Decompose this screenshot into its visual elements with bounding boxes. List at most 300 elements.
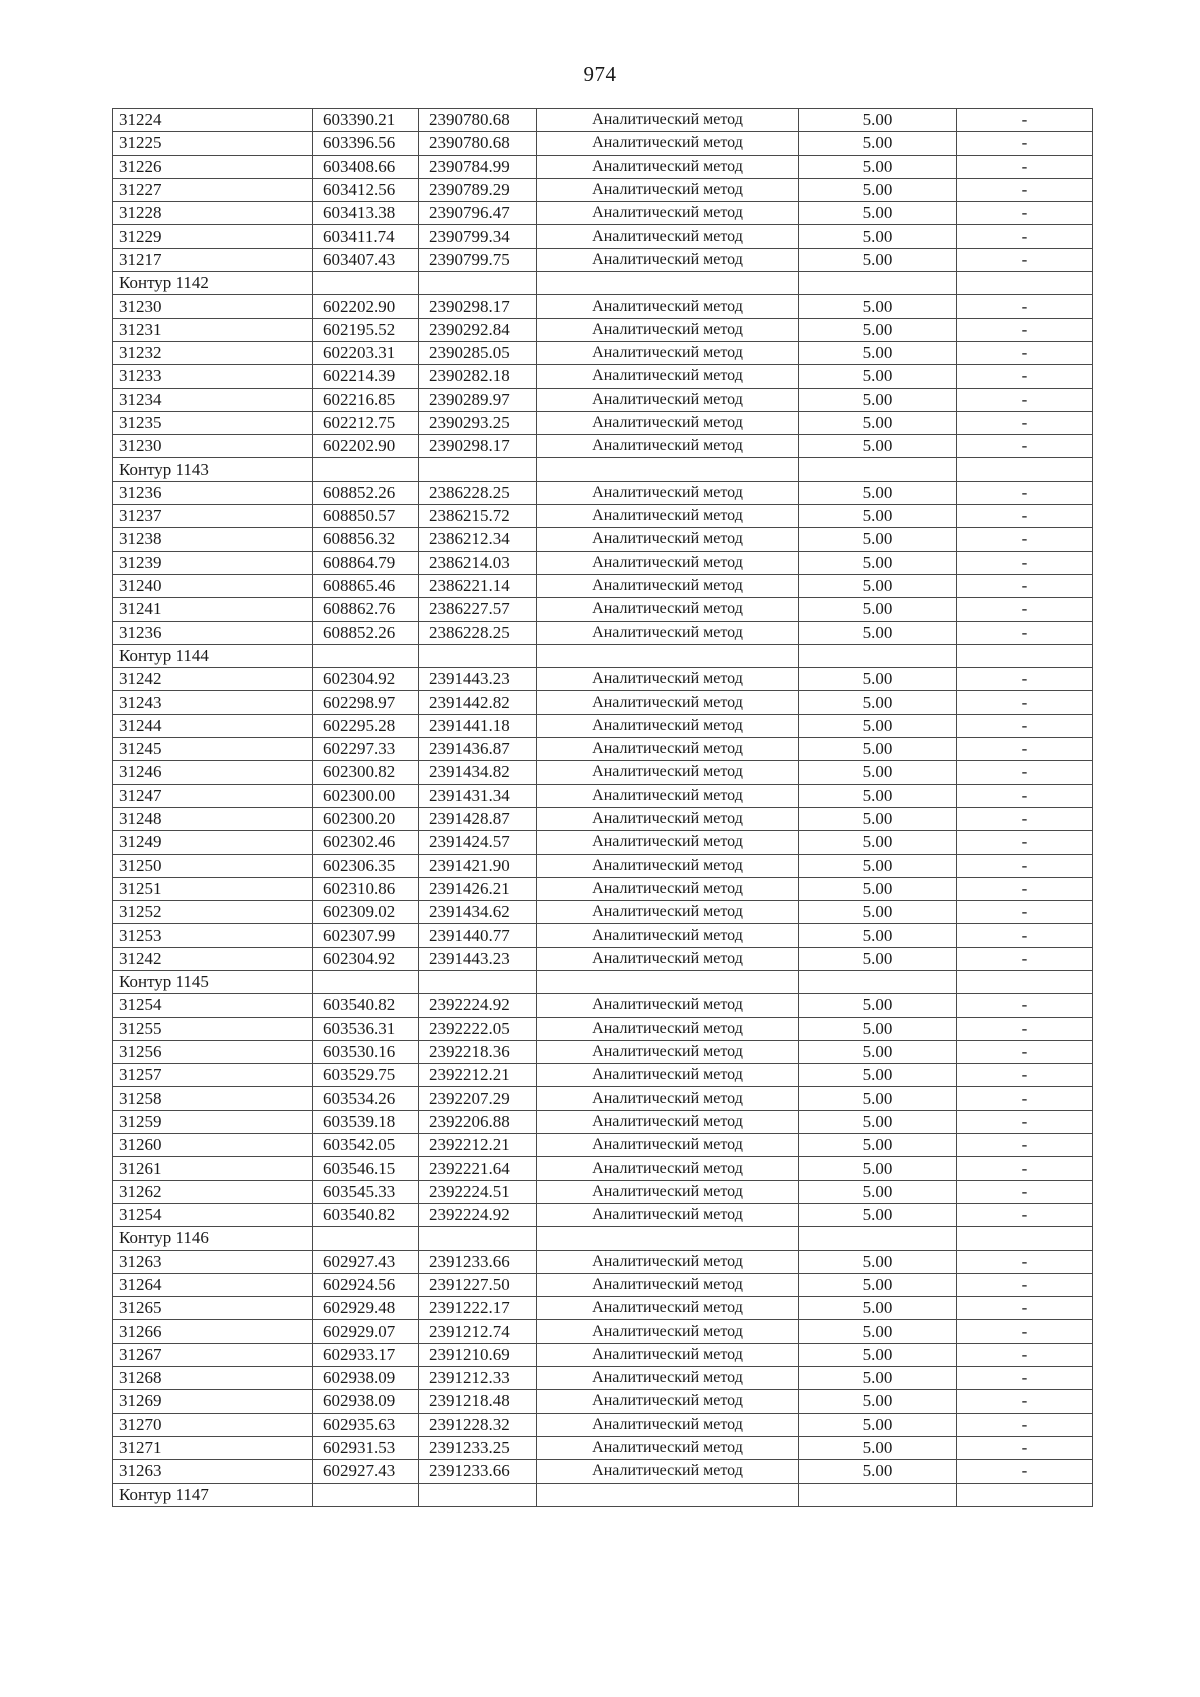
dash-cell: - xyxy=(957,388,1093,411)
table-row xyxy=(113,1157,1093,1180)
accuracy-cell: 5.00 xyxy=(799,761,957,784)
table-row xyxy=(113,947,1093,970)
method-cell: Аналитический метод xyxy=(537,1436,799,1459)
x-coordinate-cell: 603542.05 xyxy=(313,1134,419,1157)
x-coordinate-cell: 602202.90 xyxy=(313,435,419,458)
y-coordinate-cell: 2392224.92 xyxy=(419,1203,537,1226)
table-row xyxy=(113,481,1093,504)
point-id-cell: 31236 xyxy=(113,621,313,644)
y-coordinate-cell: 2386221.14 xyxy=(419,574,537,597)
x-coordinate-cell: 602931.53 xyxy=(313,1436,419,1459)
point-id-cell: 31240 xyxy=(113,574,313,597)
dash-cell: - xyxy=(957,1413,1093,1436)
point-id-cell: 31241 xyxy=(113,598,313,621)
table-row xyxy=(113,1040,1093,1063)
table-row xyxy=(113,1297,1093,1320)
accuracy-cell: 5.00 xyxy=(799,1157,957,1180)
x-coordinate-cell: 603529.75 xyxy=(313,1064,419,1087)
accuracy-cell: 5.00 xyxy=(799,574,957,597)
table-row xyxy=(113,1110,1093,1133)
y-coordinate-cell: 2391440.77 xyxy=(419,924,537,947)
point-id-cell: 31257 xyxy=(113,1064,313,1087)
table-row xyxy=(113,574,1093,597)
accuracy-cell: 5.00 xyxy=(799,388,957,411)
dash-cell: - xyxy=(957,807,1093,830)
method-cell: Аналитический метод xyxy=(537,1134,799,1157)
table-row xyxy=(113,1087,1093,1110)
y-coordinate-cell: 2391212.74 xyxy=(419,1320,537,1343)
point-id-cell: 31263 xyxy=(113,1250,313,1273)
empty-cell xyxy=(957,272,1093,295)
y-coordinate-cell: 2390289.97 xyxy=(419,388,537,411)
y-coordinate-cell: 2386228.25 xyxy=(419,621,537,644)
y-coordinate-cell: 2392218.36 xyxy=(419,1040,537,1063)
y-coordinate-cell: 2386214.03 xyxy=(419,551,537,574)
y-coordinate-cell: 2390780.68 xyxy=(419,109,537,132)
empty-cell xyxy=(537,644,799,667)
y-coordinate-cell: 2392212.21 xyxy=(419,1134,537,1157)
table-row xyxy=(113,411,1093,434)
table-row xyxy=(113,901,1093,924)
table-row xyxy=(113,598,1093,621)
accuracy-cell: 5.00 xyxy=(799,1460,957,1483)
point-id-cell: 31227 xyxy=(113,178,313,201)
table-row xyxy=(113,318,1093,341)
accuracy-cell: 5.00 xyxy=(799,295,957,318)
table-row xyxy=(113,668,1093,691)
accuracy-cell: 5.00 xyxy=(799,994,957,1017)
y-coordinate-cell: 2386227.57 xyxy=(419,598,537,621)
table-row xyxy=(113,1180,1093,1203)
dash-cell: - xyxy=(957,295,1093,318)
point-id-cell: 31247 xyxy=(113,784,313,807)
table-row xyxy=(113,295,1093,318)
method-cell: Аналитический метод xyxy=(537,248,799,271)
y-coordinate-cell: 2392207.29 xyxy=(419,1087,537,1110)
method-cell: Аналитический метод xyxy=(537,668,799,691)
accuracy-cell: 5.00 xyxy=(799,132,957,155)
accuracy-cell: 5.00 xyxy=(799,1413,957,1436)
method-cell: Аналитический метод xyxy=(537,109,799,132)
x-coordinate-cell: 602300.82 xyxy=(313,761,419,784)
point-id-cell: 31226 xyxy=(113,155,313,178)
point-id-cell: 31248 xyxy=(113,807,313,830)
table-row xyxy=(113,784,1093,807)
point-id-cell: 31231 xyxy=(113,318,313,341)
table-row xyxy=(113,738,1093,761)
y-coordinate-cell: 2391424.57 xyxy=(419,831,537,854)
dash-cell: - xyxy=(957,318,1093,341)
x-coordinate-cell: 602302.46 xyxy=(313,831,419,854)
x-coordinate-cell: 602195.52 xyxy=(313,318,419,341)
y-coordinate-cell: 2391421.90 xyxy=(419,854,537,877)
accuracy-cell: 5.00 xyxy=(799,877,957,900)
accuracy-cell: 5.00 xyxy=(799,248,957,271)
method-cell: Аналитический метод xyxy=(537,574,799,597)
point-id-cell: 31265 xyxy=(113,1297,313,1320)
table-row xyxy=(113,109,1093,132)
x-coordinate-cell: 602202.90 xyxy=(313,295,419,318)
x-coordinate-cell: 602300.20 xyxy=(313,807,419,830)
table-row xyxy=(113,994,1093,1017)
table-row xyxy=(113,551,1093,574)
dash-cell: - xyxy=(957,947,1093,970)
table-row xyxy=(113,877,1093,900)
table-row xyxy=(113,435,1093,458)
method-cell: Аналитический метод xyxy=(537,761,799,784)
dash-cell: - xyxy=(957,598,1093,621)
x-coordinate-cell: 603411.74 xyxy=(313,225,419,248)
dash-cell: - xyxy=(957,574,1093,597)
accuracy-cell: 5.00 xyxy=(799,1390,957,1413)
x-coordinate-cell: 608856.32 xyxy=(313,528,419,551)
table-row xyxy=(113,505,1093,528)
table-row xyxy=(113,1413,1093,1436)
x-coordinate-cell: 602203.31 xyxy=(313,341,419,364)
accuracy-cell: 5.00 xyxy=(799,831,957,854)
accuracy-cell: 5.00 xyxy=(799,854,957,877)
x-coordinate-cell: 603545.33 xyxy=(313,1180,419,1203)
y-coordinate-cell: 2390292.84 xyxy=(419,318,537,341)
accuracy-cell: 5.00 xyxy=(799,528,957,551)
y-coordinate-cell: 2391212.33 xyxy=(419,1367,537,1390)
accuracy-cell: 5.00 xyxy=(799,1320,957,1343)
table-row xyxy=(113,831,1093,854)
point-id-cell: 31263 xyxy=(113,1460,313,1483)
table-row xyxy=(113,132,1093,155)
y-coordinate-cell: 2392222.05 xyxy=(419,1017,537,1040)
y-coordinate-cell: 2390799.34 xyxy=(419,225,537,248)
x-coordinate-cell: 608864.79 xyxy=(313,551,419,574)
method-cell: Аналитический метод xyxy=(537,1297,799,1320)
accuracy-cell: 5.00 xyxy=(799,435,957,458)
method-cell: Аналитический метод xyxy=(537,1413,799,1436)
method-cell: Аналитический метод xyxy=(537,807,799,830)
point-id-cell: 31239 xyxy=(113,551,313,574)
method-cell: Аналитический метод xyxy=(537,621,799,644)
point-id-cell: 31230 xyxy=(113,435,313,458)
dash-cell: - xyxy=(957,1064,1093,1087)
dash-cell: - xyxy=(957,411,1093,434)
method-cell: Аналитический метод xyxy=(537,924,799,947)
table-row xyxy=(113,341,1093,364)
x-coordinate-cell: 602212.75 xyxy=(313,411,419,434)
empty-cell xyxy=(419,458,537,481)
dash-cell: - xyxy=(957,1250,1093,1273)
method-cell: Аналитический метод xyxy=(537,1180,799,1203)
y-coordinate-cell: 2390282.18 xyxy=(419,365,537,388)
dash-cell: - xyxy=(957,1390,1093,1413)
accuracy-cell: 5.00 xyxy=(799,1040,957,1063)
contour-header-row xyxy=(113,458,1093,481)
dash-cell: - xyxy=(957,505,1093,528)
accuracy-cell: 5.00 xyxy=(799,1436,957,1459)
method-cell: Аналитический метод xyxy=(537,435,799,458)
table-row xyxy=(113,388,1093,411)
table-row xyxy=(113,1343,1093,1366)
y-coordinate-cell: 2386228.25 xyxy=(419,481,537,504)
method-cell: Аналитический метод xyxy=(537,1250,799,1273)
dash-cell: - xyxy=(957,202,1093,225)
accuracy-cell: 5.00 xyxy=(799,738,957,761)
dash-cell: - xyxy=(957,994,1093,1017)
x-coordinate-cell: 608852.26 xyxy=(313,481,419,504)
table-row xyxy=(113,1390,1093,1413)
method-cell: Аналитический метод xyxy=(537,388,799,411)
dash-cell: - xyxy=(957,551,1093,574)
accuracy-cell: 5.00 xyxy=(799,1134,957,1157)
method-cell: Аналитический метод xyxy=(537,901,799,924)
table-row xyxy=(113,714,1093,737)
point-id-cell: 31242 xyxy=(113,668,313,691)
method-cell: Аналитический метод xyxy=(537,132,799,155)
table-row xyxy=(113,854,1093,877)
table-row xyxy=(113,807,1093,830)
x-coordinate-cell: 603546.15 xyxy=(313,1157,419,1180)
point-id-cell: 31235 xyxy=(113,411,313,434)
x-coordinate-cell: 603540.82 xyxy=(313,1203,419,1226)
table-row xyxy=(113,1017,1093,1040)
empty-cell xyxy=(799,272,957,295)
contour-label: Контур 1146 xyxy=(113,1227,313,1250)
y-coordinate-cell: 2386215.72 xyxy=(419,505,537,528)
point-id-cell: 31254 xyxy=(113,1203,313,1226)
y-coordinate-cell: 2390799.75 xyxy=(419,248,537,271)
point-id-cell: 31250 xyxy=(113,854,313,877)
x-coordinate-cell: 602935.63 xyxy=(313,1413,419,1436)
x-coordinate-cell: 602297.33 xyxy=(313,738,419,761)
x-coordinate-cell: 602214.39 xyxy=(313,365,419,388)
accuracy-cell: 5.00 xyxy=(799,225,957,248)
x-coordinate-cell: 602304.92 xyxy=(313,947,419,970)
x-coordinate-cell: 608850.57 xyxy=(313,505,419,528)
accuracy-cell: 5.00 xyxy=(799,1297,957,1320)
y-coordinate-cell: 2392212.21 xyxy=(419,1064,537,1087)
x-coordinate-cell: 603407.43 xyxy=(313,248,419,271)
dash-cell: - xyxy=(957,831,1093,854)
table-row xyxy=(113,365,1093,388)
y-coordinate-cell: 2390784.99 xyxy=(419,155,537,178)
accuracy-cell: 5.00 xyxy=(799,1250,957,1273)
x-coordinate-cell: 602295.28 xyxy=(313,714,419,737)
y-coordinate-cell: 2391431.34 xyxy=(419,784,537,807)
accuracy-cell: 5.00 xyxy=(799,341,957,364)
dash-cell: - xyxy=(957,109,1093,132)
x-coordinate-cell: 603540.82 xyxy=(313,994,419,1017)
accuracy-cell: 5.00 xyxy=(799,1273,957,1296)
dash-cell: - xyxy=(957,132,1093,155)
dash-cell: - xyxy=(957,1297,1093,1320)
method-cell: Аналитический метод xyxy=(537,1017,799,1040)
accuracy-cell: 5.00 xyxy=(799,807,957,830)
dash-cell: - xyxy=(957,854,1093,877)
method-cell: Аналитический метод xyxy=(537,481,799,504)
x-coordinate-cell: 602307.99 xyxy=(313,924,419,947)
y-coordinate-cell: 2390293.25 xyxy=(419,411,537,434)
x-coordinate-cell: 603412.56 xyxy=(313,178,419,201)
contour-header-row xyxy=(113,272,1093,295)
contour-header-row xyxy=(113,970,1093,993)
dash-cell: - xyxy=(957,924,1093,947)
x-coordinate-cell: 603408.66 xyxy=(313,155,419,178)
dash-cell: - xyxy=(957,1180,1093,1203)
table-row xyxy=(113,1460,1093,1483)
method-cell: Аналитический метод xyxy=(537,738,799,761)
table-row xyxy=(113,248,1093,271)
method-cell: Аналитический метод xyxy=(537,505,799,528)
y-coordinate-cell: 2391210.69 xyxy=(419,1343,537,1366)
method-cell: Аналитический метод xyxy=(537,411,799,434)
dash-cell: - xyxy=(957,528,1093,551)
dash-cell: - xyxy=(957,1320,1093,1343)
method-cell: Аналитический метод xyxy=(537,784,799,807)
method-cell: Аналитический метод xyxy=(537,714,799,737)
y-coordinate-cell: 2391218.48 xyxy=(419,1390,537,1413)
x-coordinate-cell: 603413.38 xyxy=(313,202,419,225)
point-id-cell: 31259 xyxy=(113,1110,313,1133)
dash-cell: - xyxy=(957,1367,1093,1390)
table-row xyxy=(113,1367,1093,1390)
y-coordinate-cell: 2391222.17 xyxy=(419,1297,537,1320)
table-row xyxy=(113,761,1093,784)
point-id-cell: 31245 xyxy=(113,738,313,761)
point-id-cell: 31217 xyxy=(113,248,313,271)
empty-cell xyxy=(957,458,1093,481)
method-cell: Аналитический метод xyxy=(537,1460,799,1483)
accuracy-cell: 5.00 xyxy=(799,481,957,504)
y-coordinate-cell: 2391428.87 xyxy=(419,807,537,830)
page-number: 974 xyxy=(583,62,617,86)
accuracy-cell: 5.00 xyxy=(799,1110,957,1133)
empty-cell xyxy=(419,970,537,993)
accuracy-cell: 5.00 xyxy=(799,947,957,970)
y-coordinate-cell: 2392224.92 xyxy=(419,994,537,1017)
accuracy-cell: 5.00 xyxy=(799,784,957,807)
table-row xyxy=(113,1320,1093,1343)
coordinates-table-container xyxy=(112,108,1092,1507)
dash-cell: - xyxy=(957,1087,1093,1110)
accuracy-cell: 5.00 xyxy=(799,691,957,714)
y-coordinate-cell: 2386212.34 xyxy=(419,528,537,551)
point-id-cell: 31242 xyxy=(113,947,313,970)
method-cell: Аналитический метод xyxy=(537,877,799,900)
accuracy-cell: 5.00 xyxy=(799,109,957,132)
table-row xyxy=(113,528,1093,551)
point-id-cell: 31253 xyxy=(113,924,313,947)
point-id-cell: 31267 xyxy=(113,1343,313,1366)
dash-cell: - xyxy=(957,1110,1093,1133)
contour-label: Контур 1147 xyxy=(113,1483,313,1506)
accuracy-cell: 5.00 xyxy=(799,202,957,225)
accuracy-cell: 5.00 xyxy=(799,668,957,691)
y-coordinate-cell: 2390298.17 xyxy=(419,295,537,318)
y-coordinate-cell: 2390796.47 xyxy=(419,202,537,225)
x-coordinate-cell: 602298.97 xyxy=(313,691,419,714)
y-coordinate-cell: 2391426.21 xyxy=(419,877,537,900)
dash-cell: - xyxy=(957,738,1093,761)
contour-label: Контур 1142 xyxy=(113,272,313,295)
empty-cell xyxy=(537,1227,799,1250)
point-id-cell: 31238 xyxy=(113,528,313,551)
x-coordinate-cell: 602304.92 xyxy=(313,668,419,691)
empty-cell xyxy=(957,970,1093,993)
x-coordinate-cell: 602310.86 xyxy=(313,877,419,900)
method-cell: Аналитический метод xyxy=(537,1157,799,1180)
x-coordinate-cell: 602300.00 xyxy=(313,784,419,807)
y-coordinate-cell: 2391442.82 xyxy=(419,691,537,714)
accuracy-cell: 5.00 xyxy=(799,1180,957,1203)
empty-cell xyxy=(419,272,537,295)
method-cell: Аналитический метод xyxy=(537,551,799,574)
empty-cell xyxy=(799,1483,957,1506)
dash-cell: - xyxy=(957,1040,1093,1063)
point-id-cell: 31236 xyxy=(113,481,313,504)
dash-cell: - xyxy=(957,1017,1093,1040)
empty-cell xyxy=(957,1227,1093,1250)
point-id-cell: 31234 xyxy=(113,388,313,411)
method-cell: Аналитический метод xyxy=(537,528,799,551)
point-id-cell: 31270 xyxy=(113,1413,313,1436)
contour-label: Контур 1143 xyxy=(113,458,313,481)
empty-cell xyxy=(313,970,419,993)
empty-cell xyxy=(313,272,419,295)
empty-cell xyxy=(799,644,957,667)
point-id-cell: 31224 xyxy=(113,109,313,132)
y-coordinate-cell: 2391233.25 xyxy=(419,1436,537,1459)
contour-label: Контур 1145 xyxy=(113,970,313,993)
accuracy-cell: 5.00 xyxy=(799,1203,957,1226)
y-coordinate-cell: 2391227.50 xyxy=(419,1273,537,1296)
point-id-cell: 31258 xyxy=(113,1087,313,1110)
coordinates-table-body xyxy=(113,109,1093,1507)
point-id-cell: 31232 xyxy=(113,341,313,364)
empty-cell xyxy=(419,1483,537,1506)
table-row xyxy=(113,202,1093,225)
accuracy-cell: 5.00 xyxy=(799,318,957,341)
x-coordinate-cell: 603530.16 xyxy=(313,1040,419,1063)
empty-cell xyxy=(957,1483,1093,1506)
x-coordinate-cell: 603396.56 xyxy=(313,132,419,155)
empty-cell xyxy=(537,458,799,481)
x-coordinate-cell: 603539.18 xyxy=(313,1110,419,1133)
point-id-cell: 31246 xyxy=(113,761,313,784)
method-cell: Аналитический метод xyxy=(537,994,799,1017)
x-coordinate-cell: 603534.26 xyxy=(313,1087,419,1110)
accuracy-cell: 5.00 xyxy=(799,598,957,621)
point-id-cell: 31243 xyxy=(113,691,313,714)
dash-cell: - xyxy=(957,784,1093,807)
method-cell: Аналитический метод xyxy=(537,1064,799,1087)
y-coordinate-cell: 2392221.64 xyxy=(419,1157,537,1180)
point-id-cell: 31255 xyxy=(113,1017,313,1040)
dash-cell: - xyxy=(957,341,1093,364)
dash-cell: - xyxy=(957,225,1093,248)
method-cell: Аналитический метод xyxy=(537,1367,799,1390)
empty-cell xyxy=(799,1227,957,1250)
accuracy-cell: 5.00 xyxy=(799,924,957,947)
method-cell: Аналитический метод xyxy=(537,341,799,364)
x-coordinate-cell: 603536.31 xyxy=(313,1017,419,1040)
x-coordinate-cell: 602938.09 xyxy=(313,1367,419,1390)
table-row xyxy=(113,1250,1093,1273)
table-row xyxy=(113,225,1093,248)
dash-cell: - xyxy=(957,1157,1093,1180)
point-id-cell: 31230 xyxy=(113,295,313,318)
dash-cell: - xyxy=(957,1273,1093,1296)
y-coordinate-cell: 2390789.29 xyxy=(419,178,537,201)
accuracy-cell: 5.00 xyxy=(799,1064,957,1087)
table-row xyxy=(113,178,1093,201)
